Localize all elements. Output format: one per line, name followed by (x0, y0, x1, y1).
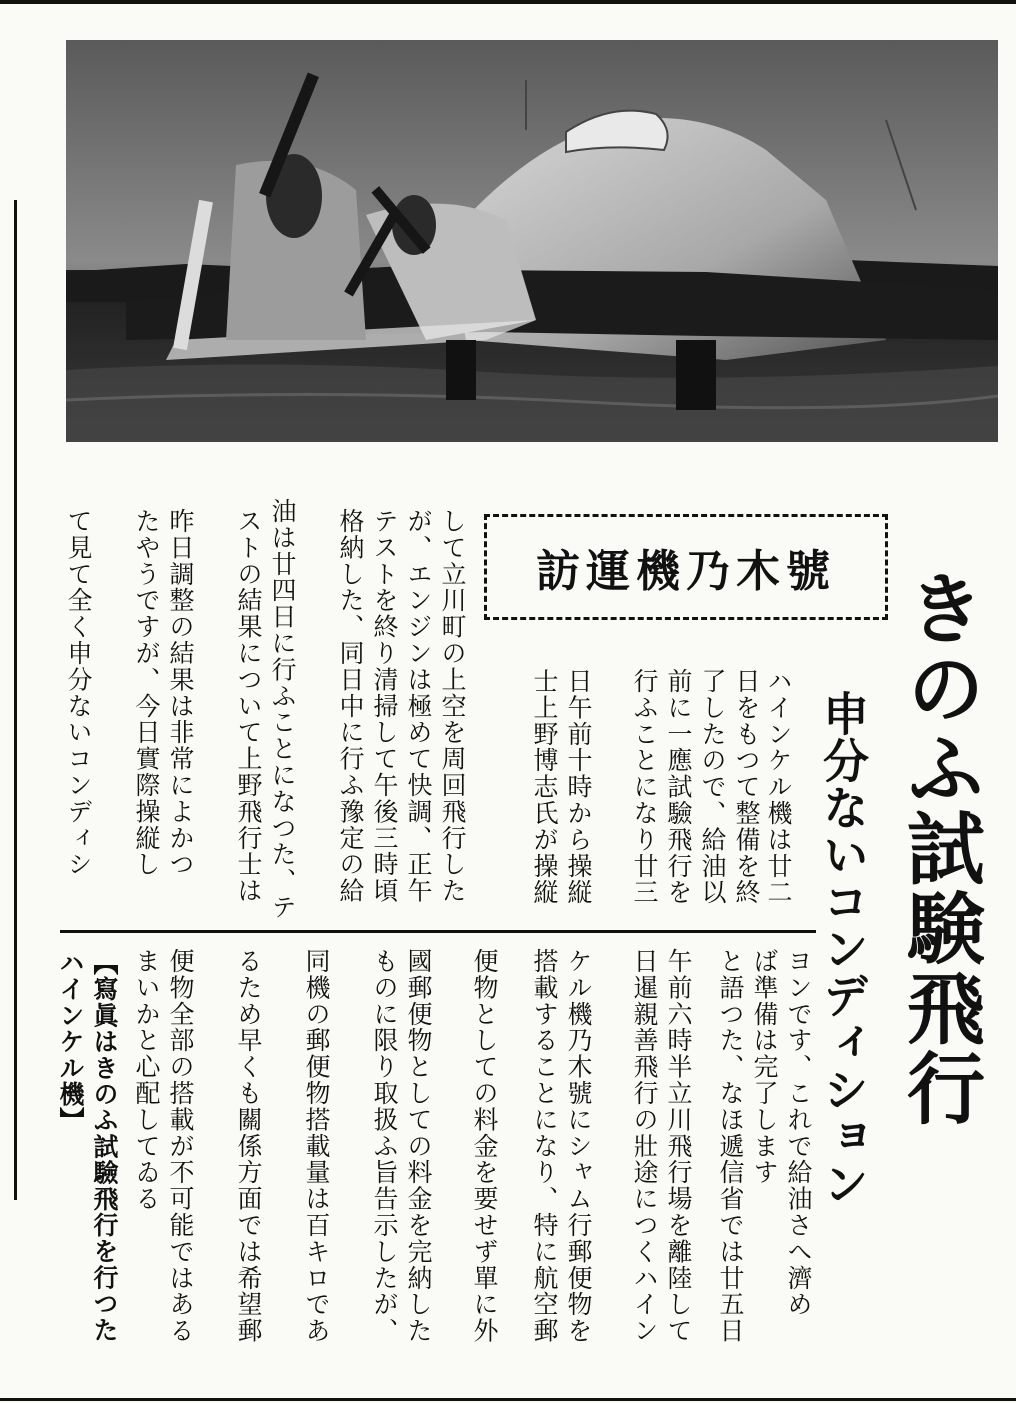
body-column: ヨンです、これで給油さへ濟め (784, 948, 813, 1318)
body-column: 了したので、給油以 (698, 668, 727, 906)
body-column: ものに限り取扱ふ旨告示したが、 (370, 948, 399, 1344)
body-column: ケル機乃木號にシャム行郵便物を (564, 948, 593, 1344)
body-column: して立川町の上空を周回飛行した (438, 508, 467, 904)
body-column: 行ふことになり廿三 (630, 668, 659, 906)
bottom-border-rule (0, 1398, 1016, 1401)
photo-caption-line: ハインケル機】 (56, 950, 85, 1134)
body-column: と語つた、なほ遞信省では廿五日 (716, 948, 745, 1344)
body-column: 日をもつて整備を終 (732, 668, 761, 906)
body-column: 便物としての料金を要せず單に外 (470, 948, 499, 1344)
body-column: 昨日調整の結果は非常によかつ (166, 508, 195, 878)
body-column: ハインケル機は廿二 (764, 668, 793, 906)
body-column: 油は廿四日に行ふことになつた、テ (268, 498, 297, 921)
aircraft-photo-image (66, 40, 998, 442)
body-column: テストを終り清掃して午後三時頃 (370, 508, 399, 904)
boxed-title-text: 訪運機乃木號 (536, 546, 836, 597)
body-column: 午前六時半立川飛行場を離陸して (664, 948, 693, 1344)
subheadline: 申分ないコンディション (816, 690, 870, 1207)
aircraft-photo (66, 40, 998, 442)
body-column: るため早くも關係方面では希望郵 (234, 948, 263, 1344)
body-column: 前に一應試驗飛行を (664, 668, 693, 906)
body-column: て見て全く申分ないコンディシ (64, 508, 93, 878)
body-column: 日午前十時から操縦 (564, 668, 593, 906)
top-border-rule (0, 0, 1016, 4)
body-column: 日暹親善飛行の壯途につくハイン (630, 948, 659, 1344)
body-column: 格納した、同日中に行ふ豫定の給 (336, 508, 365, 904)
body-column: 搭載することになり、特に航空郵 (530, 948, 559, 1344)
photo-caption-line: 【寫眞はきのふ試驗飛行を行つた (90, 950, 119, 1343)
body-column: たやうですが、今日實際操縦し (132, 508, 161, 878)
left-border-rule (14, 200, 17, 1200)
boxed-title (484, 514, 888, 620)
body-column: まいかと心配してゐる (132, 948, 161, 1212)
headline: きのふ試験飛行 (894, 568, 984, 1128)
body-column: 士上野博志氏が操縦 (530, 668, 559, 906)
body-column: ば準備は完了します (750, 948, 779, 1186)
section-divider (60, 930, 816, 933)
body-column: 便物全部の搭載が不可能ではある (166, 948, 195, 1344)
body-column: 國郵便物としての料金を完納した (404, 948, 433, 1344)
body-column: が、エンジンは極めて快調、正午 (404, 508, 433, 904)
body-column: ストの結果について上野飛行士は (234, 508, 263, 904)
body-column: 同機の郵便物搭載量は百キロであ (302, 948, 331, 1344)
